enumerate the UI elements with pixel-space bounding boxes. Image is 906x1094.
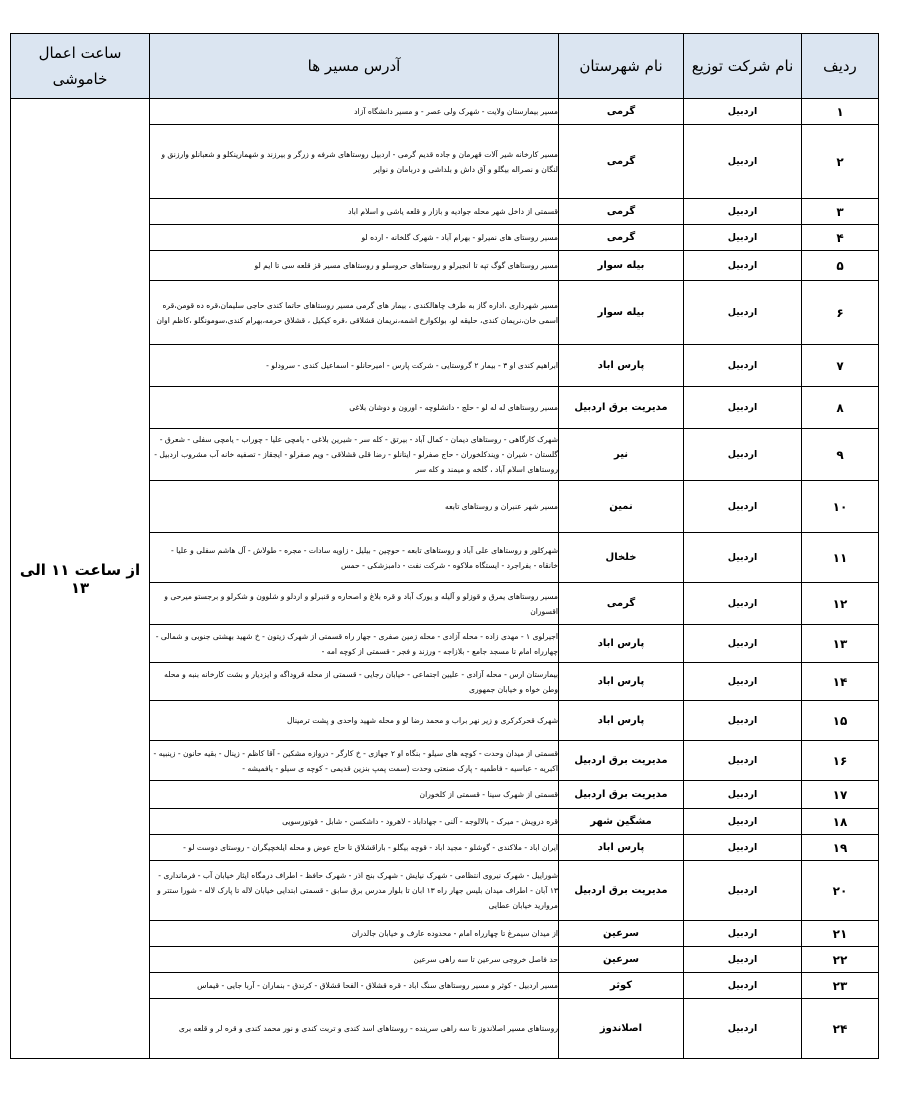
company-name: اردبیل [684,663,802,701]
route-address: قسمتی از میدان وحدت - کوچه های سیلو - بنگاه او ۲ جهازی - خ کارگر - دروازه مشکین - آقا کاظم - زینال - بقیه حانون - زینبیه - اکبریه - عباسیه - فاطمیه - پارک صنعتی وحدت (سمت پمپ بنزین قدیمی - کوچه ی سیلو - یافمیشه - [150,741,559,781]
header-city: نام شهرستان [559,34,684,99]
header-time-line1: ساعت اعمال [38,44,122,62]
company-name: اردبیل [684,625,802,663]
row-number: ۱۱ [802,533,879,583]
city-name: گرمی [559,125,684,199]
company-name: اردبیل [684,125,802,199]
company-name: اردبیل [684,973,802,999]
row-number: ۲۱ [802,921,879,947]
city-name: بیله سوار [559,251,684,281]
city-name: نیر [559,429,684,481]
route-address: قسمتی از داخل شهر محله جوادیه و بازار و قلعه یاشی و اسلام اباد [150,199,559,225]
company-name: اردبیل [684,251,802,281]
city-name: اصلاندوز [559,999,684,1059]
company-name: اردبیل [684,947,802,973]
route-address: اجیرلوی ۱ - مهدی زاده - محله آزادی - محله زمین صفری - جهار راه قسمتی از شهرک زیتون - خ شهید بهشتی جنوبی و شمالی - چهارراه امام تا مسجد جامع - بلازاجه - ورزند و فجر - قسمتی از کوچه امه - [150,625,559,663]
row-number: ۱۳ [802,625,879,663]
route-address: مسیر روستاهای له له لو - حلج - دانشلوچه - اورون و دوشان بلاغی [150,387,559,429]
row-number: ۱ [802,99,879,125]
city-name: سرعین [559,921,684,947]
company-name: اردبیل [684,99,802,125]
route-address: شهرکلور و روستاهای علی آباد و روستاهای تابعه - حوچین - بیلیل - زاویه سادات - مجره - طولاش - آل هاشم سفلی و علیا - خانقاه - بفراجرد - ایستگاه ملاکوه - شرکت نفت - دامبزشکی - حمس [150,533,559,583]
company-name: اردبیل [684,741,802,781]
row-number: ۷ [802,345,879,387]
company-name: اردبیل [684,533,802,583]
city-name: گرمی [559,199,684,225]
row-number: ۶ [802,281,879,345]
table-header-row [11,34,879,99]
city-name: خلخال [559,533,684,583]
company-name: اردبیل [684,225,802,251]
row-number: ۲۰ [802,861,879,921]
city-name: مدیریت برق اردبیل [559,781,684,809]
row-number: ۲۴ [802,999,879,1059]
row-number: ۲ [802,125,879,199]
row-number: ۹ [802,429,879,481]
row-number: ۱۷ [802,781,879,809]
route-address: شهرک کارگاهی - روستاهای دیمان - کمال آباد - بیرتق - کله سر - شیرین بلاغی - یامچی علیا - چوراب - یامچی سفلی - شعرق - گلستان - شیران - ویندکلخوران - حاج صفرلو - ایتانلو - رضا قلی قشلاقی - ویم صفرلو - ایجقاز - تصفیه خانه آب مشروب اردبیل - روستاهای اسلام آباد ، گلخه و میمند و کله سر [150,429,559,481]
route-address: ایران اباد - ملاکندی - گوشلو - مجید اباد - قوچه بیگلو - باراقشلاق تا حاج عوض و محله ایلخچیگران - روستای دوست لو - [150,835,559,861]
company-name: اردبیل [684,583,802,625]
row-number: ۱۰ [802,481,879,533]
city-name: سرعین [559,947,684,973]
company-name: اردبیل [684,345,802,387]
route-address: روستاهای مسیر اصلاندوز تا سه راهی سرینده - روستاهای اسد کندی و تربت کندی و نور محمد کندی و قره لر و قلعه بری [150,999,559,1059]
company-name: اردبیل [684,701,802,741]
city-name: مدیریت برق اردبیل [559,741,684,781]
company-name: اردبیل [684,281,802,345]
route-address: حد فاصل خروجی سرعین تا سه راهی سرعین [150,947,559,973]
row-number: ۲۳ [802,973,879,999]
row-number: ۱۹ [802,835,879,861]
route-address: مسیر روستاهای یمرق و قوزلو و آلیله و یورک آباد و قره بلاغ و اصحاره و قنبرلو و اردلو و شلوون و شکرلو و برجستو میرحی و اقسوران [150,583,559,625]
city-name: پارس اباد [559,835,684,861]
city-name: پارس اباد [559,625,684,663]
city-name: گرمی [559,99,684,125]
city-name: بیله سوار [559,281,684,345]
city-name: مشگین شهر [559,809,684,835]
outage-time-value: از ساعت ۱۱ الی ۱۳ [11,99,150,1059]
row-number: ۱۵ [802,701,879,741]
header-outage-time [11,34,150,99]
row-number: ۲۲ [802,947,879,973]
company-name: اردبیل [684,781,802,809]
route-address: از میدان سیمرغ تا چهارراه امام - محدوده عارف و خیابان جالدران [150,921,559,947]
company-name: اردبیل [684,999,802,1059]
route-address: مسیر شهرداری ،اداره گاز به طرف چاهالکندی ، بیمار های گرمی مسیر روستاهای حاتما کندی حاجی سلیمان،قره ده قومن،قره اسمی خان،نریمان کندی، حلیقه لو، بولکوارخ اشمه،نریمان قشلاقی ،قره کیکیل ، قشلاق حرمه،بهرام کندی،سومونگلو ،کاظم اوان [150,281,559,345]
city-name: پارس اباد [559,701,684,741]
row-number: ۳ [802,199,879,225]
table-row [11,99,879,125]
route-address: مسیر شهر عنبران و روستاهای تابعه [150,481,559,533]
route-address: مسیر کارخانه شیر آلات قهرمان و جاده قدیم گرمی - اردبیل روستاهای شرفه و زرگر و بیرزند و شهمارینکلو و شعبانلو وارزنق و لنگان و نصراله بیگلو و آق داش و بلداشی و دربامان و نوایر [150,125,559,199]
company-name: اردبیل [684,861,802,921]
row-number: ۱۶ [802,741,879,781]
row-number: ۱۲ [802,583,879,625]
row-number: ۱۴ [802,663,879,701]
company-name: اردبیل [684,387,802,429]
route-address: مسیر بیمارستان ولایت - شهرک ولی عصر - و مسیر دانشگاه آزاد [150,99,559,125]
route-address: شوراییل - شهرک نیروی انتظامی - شهرک نیایش - شهرک بنج اذر - شهرک حافظ - اطراف درمگاه ایثار خیابان آب - فرمانداری - ۱۳ آبان - اطراف میدان بلیس جهار راه ۱۳ ابان تا بلوار مدرس برق سابق - قسمتی ابتدایی خیابان لاله تا پارک لاله - شورا ستتر و مروارید خیابان عطایی [150,861,559,921]
company-name: اردبیل [684,921,802,947]
city-name: پارس اباد [559,345,684,387]
outage-schedule-table [10,33,879,1059]
city-name: نمین [559,481,684,533]
route-address: مسیر اردبیل - کوثر و مسیر روستاهای سنگ اباد - قره قشلاق - الفحا قشلاق - کرندق - بنماران - آربا جایی - قیماس [150,973,559,999]
route-address: قسمتی از شهرک سینا - قسمتی از کلخوران [150,781,559,809]
route-address: مسیر روستاهای گوگ تپه تا انجیرلو و روستاهای حروسلو و روستاهای مسیر قز قلعه سی تا ایم لو [150,251,559,281]
row-number: ۴ [802,225,879,251]
city-name: پارس اباد [559,663,684,701]
city-name: گرمی [559,583,684,625]
route-address: مسیر روستای های نمیرلو - بهرام آباد - شهرک گلخانه - ارده لو [150,225,559,251]
company-name: اردبیل [684,481,802,533]
header-time-line2: خاموشی [52,70,108,88]
route-address: شهرک قحرکرکری و زیر نهر براب و محمد رضا لو و محله شهید واحدی و پشت ترمینال [150,701,559,741]
header-company: نام شرکت توزیع [684,34,802,99]
route-address: قره درویش - میرک - بالالوجه - آلنی - جهاداباد - لاهرود - داشکسن - شابل - قوتورسویی [150,809,559,835]
header-address: آدرس مسیر ها [150,34,559,99]
city-name: مدیریت برق اردبیل [559,861,684,921]
city-name: مدیریت برق اردبیل [559,387,684,429]
row-number: ۵ [802,251,879,281]
header-row-number: ردیف [802,34,879,99]
row-number: ۱۸ [802,809,879,835]
company-name: اردبیل [684,199,802,225]
city-name: کوثر [559,973,684,999]
row-number: ۸ [802,387,879,429]
route-address: ابراهیم کندی او ۳ - بیمار ۲ گروستایی - شرکت پارس - امیرحانلو - اسماعیل کندی - سرودلو - [150,345,559,387]
company-name: اردبیل [684,809,802,835]
company-name: اردبیل [684,835,802,861]
company-name: اردبیل [684,429,802,481]
city-name: گرمی [559,225,684,251]
route-address: بیمارستان ارس - محله آزادی - علیین اجتماعی - خیابان رجایی - قسمتی از محله قروداگه و ایزدیار و بشت کارخانه بنبه و محله وطن خواه و خیابان جمهوری [150,663,559,701]
